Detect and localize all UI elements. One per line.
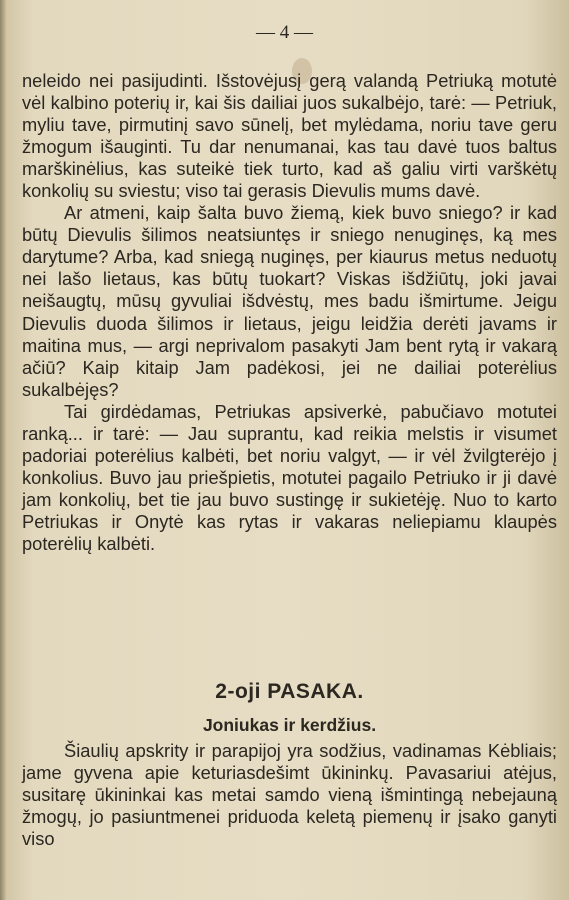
- page-number: — 4 —: [256, 22, 313, 43]
- section-title: 2-oji PASAKA.: [215, 680, 364, 703]
- paragraph: Ar atmeni, kaip šalta buvo žiemą, kiek buvo sniego? ir kad būtų Dievulis šilimos neatsiuntęs ir sniego nenuginęs, ką mes darytume? Arba, kad sniegą nuginęs, per kiaurus metus neduotų nei lašo lietaus, kas būtų tuokart? Viskas išdžiūtų, joki javai neišaugtų, mūsų gyvuliai išdvėstų, mes badu išmirtume. Jeigu Dievulis duoda šilimos ir lietaus, jeigu leidžia derėti javams ir maitina mus, — argi neprivalom pasakyti Jam bent rytą ir vakarą ačiū? Kaip kitaip Jam padėkosi, jei ne dailiai poterėlius sukalbėjęs?: [22, 202, 557, 400]
- body-text-part2: [22, 740, 557, 850]
- paragraph: Šiaulių apskrity ir parapijoj yra sodžius, vadinamas Kėbliais; jame gyvena apie keturiasdešimt ūkininkų. Pavasariui atėjus, susitarę ūkininkai kas metai samdo vieną išmintingą nebejauną žmogų, jo pasiuntmenei priduoda keletą piemenų ir įsako ganyti viso: [22, 740, 557, 850]
- paragraph: Tai girdėdamas, Petriukas apsiverkė, pabučiavo motutei ranką... ir tarė: — Jau suprantu, kad reikia melstis ir visumet padoriai poterėlius kalbėti, bet noriu valgyt, — ir vėl žvilgterėjo į konkolius. Buvo jau priešpietis, motutei pagailo Petriuko ir ji davė jam konkolių, bet tie jau buvo sustingę ir sukietėję. Nuo to karto Petriukas ir Onytė kas rytas ir vakaras neliepiamu klaupės poterėlių kalbėti.: [22, 400, 557, 554]
- section-subtitle: Joniukas ir kerdžius.: [202, 715, 377, 735]
- paragraph: neleido nei pasijudinti. Išstovėjusį gerą valandą Petriuką motutė vėl kalbino poterių ir, kai šis dailiai juos sukalbėjo, tarė: — Petriuk, myliu tave, pirmutinį savo sūnelį, bet mylėdama, noriu tave geru žmogum išauginti. Tu dar nenumanai, kas tau davė tuos baltus marškinėlius, kas suteikė tiek turto, kad aš galiu virti varškėtų konkolių su sviestu; viso tai gerasis Dievulis mums davė.: [22, 70, 557, 202]
- body-text-part1: [22, 70, 557, 555]
